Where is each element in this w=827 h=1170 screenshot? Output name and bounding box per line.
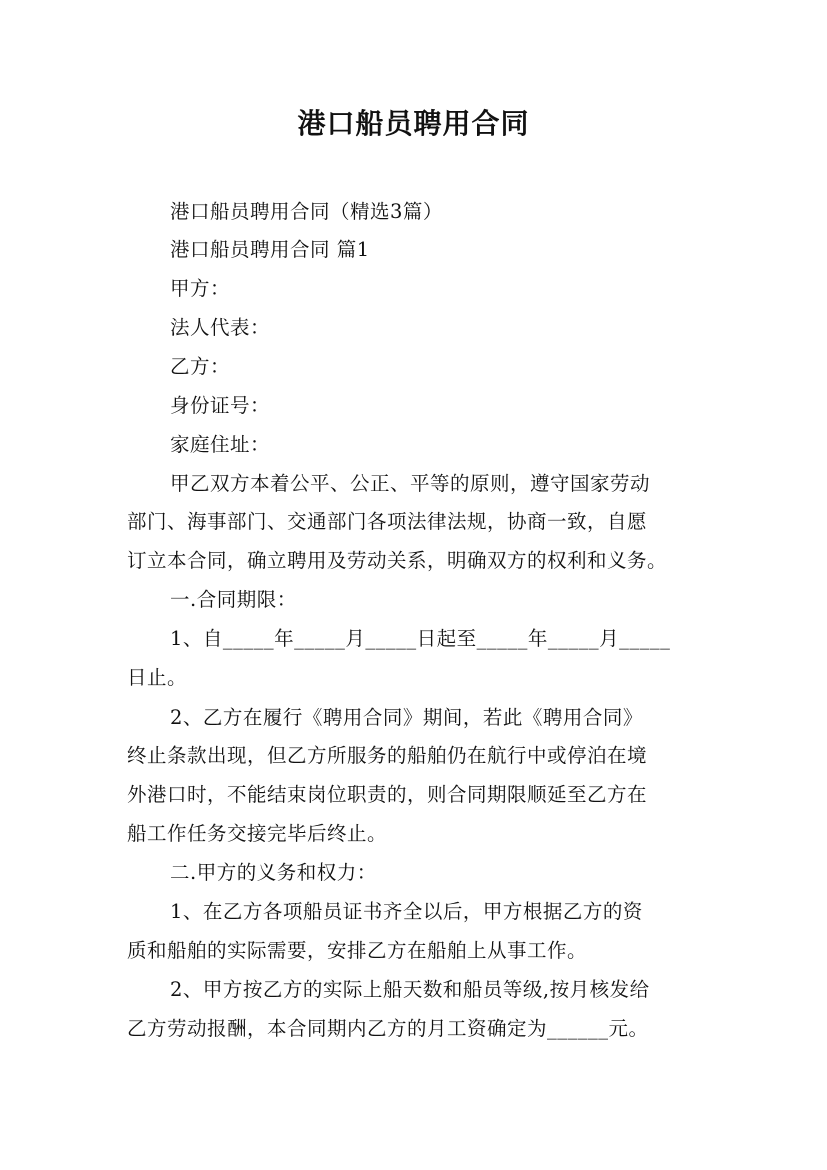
text-line: 一.合同期限： [170, 588, 297, 611]
text-line: 甲乙双方本着公平、公正、平等的原则，遵守国家劳动 [170, 472, 651, 495]
text-line: 2、乙方在履行《聘用合同》期间，若此《聘用合同》 [170, 706, 643, 729]
text-line: 身份证号： [170, 394, 271, 417]
text-line: 乙方： [170, 355, 231, 378]
text-line: 港口船员聘用合同 篇1 [170, 238, 370, 261]
text-line: 订立本合同，确立聘用及劳动关系，明确双方的权利和义务。 [127, 549, 668, 572]
text-line: 外港口时，不能结束岗位职责的，则合同期限顺延至乙方在 [127, 783, 648, 806]
text-line: 船工作任务交接完毕后终止。 [127, 822, 388, 845]
text-line: 二.甲方的义务和权力： [170, 861, 377, 884]
text-line: 法人代表： [170, 316, 271, 339]
text-line: 质和船舶的实际需要，安排乙方在船舶上从事工作。 [127, 939, 588, 962]
text-line: 部门、海事部门、交通部门各项法律法规，协商一致，自愿 [127, 510, 648, 533]
text-line: 1、在乙方各项船员证书齐全以后，甲方根据乙方的资 [170, 900, 643, 923]
document-title: 港口船员聘用合同 [297, 107, 530, 140]
text-line: 1、自_____年_____月_____日起至_____年_____月_____ [170, 627, 671, 650]
text-line: 日止。 [127, 666, 188, 689]
text-line: 乙方劳动报酬，本合同期内乙方的月工资确定为______元。 [127, 1017, 649, 1040]
text-line: 家庭住址： [170, 433, 271, 456]
text-line: 甲方： [170, 277, 231, 300]
text-line: 2、甲方按乙方的实际上船天数和船员等级,按月核发给 [170, 978, 650, 1001]
text-line: 港口船员聘用合同（精选3篇） [170, 200, 443, 223]
text-line: 终止条款出现，但乙方所服务的船舶仍在航行中或停泊在境 [127, 744, 648, 767]
